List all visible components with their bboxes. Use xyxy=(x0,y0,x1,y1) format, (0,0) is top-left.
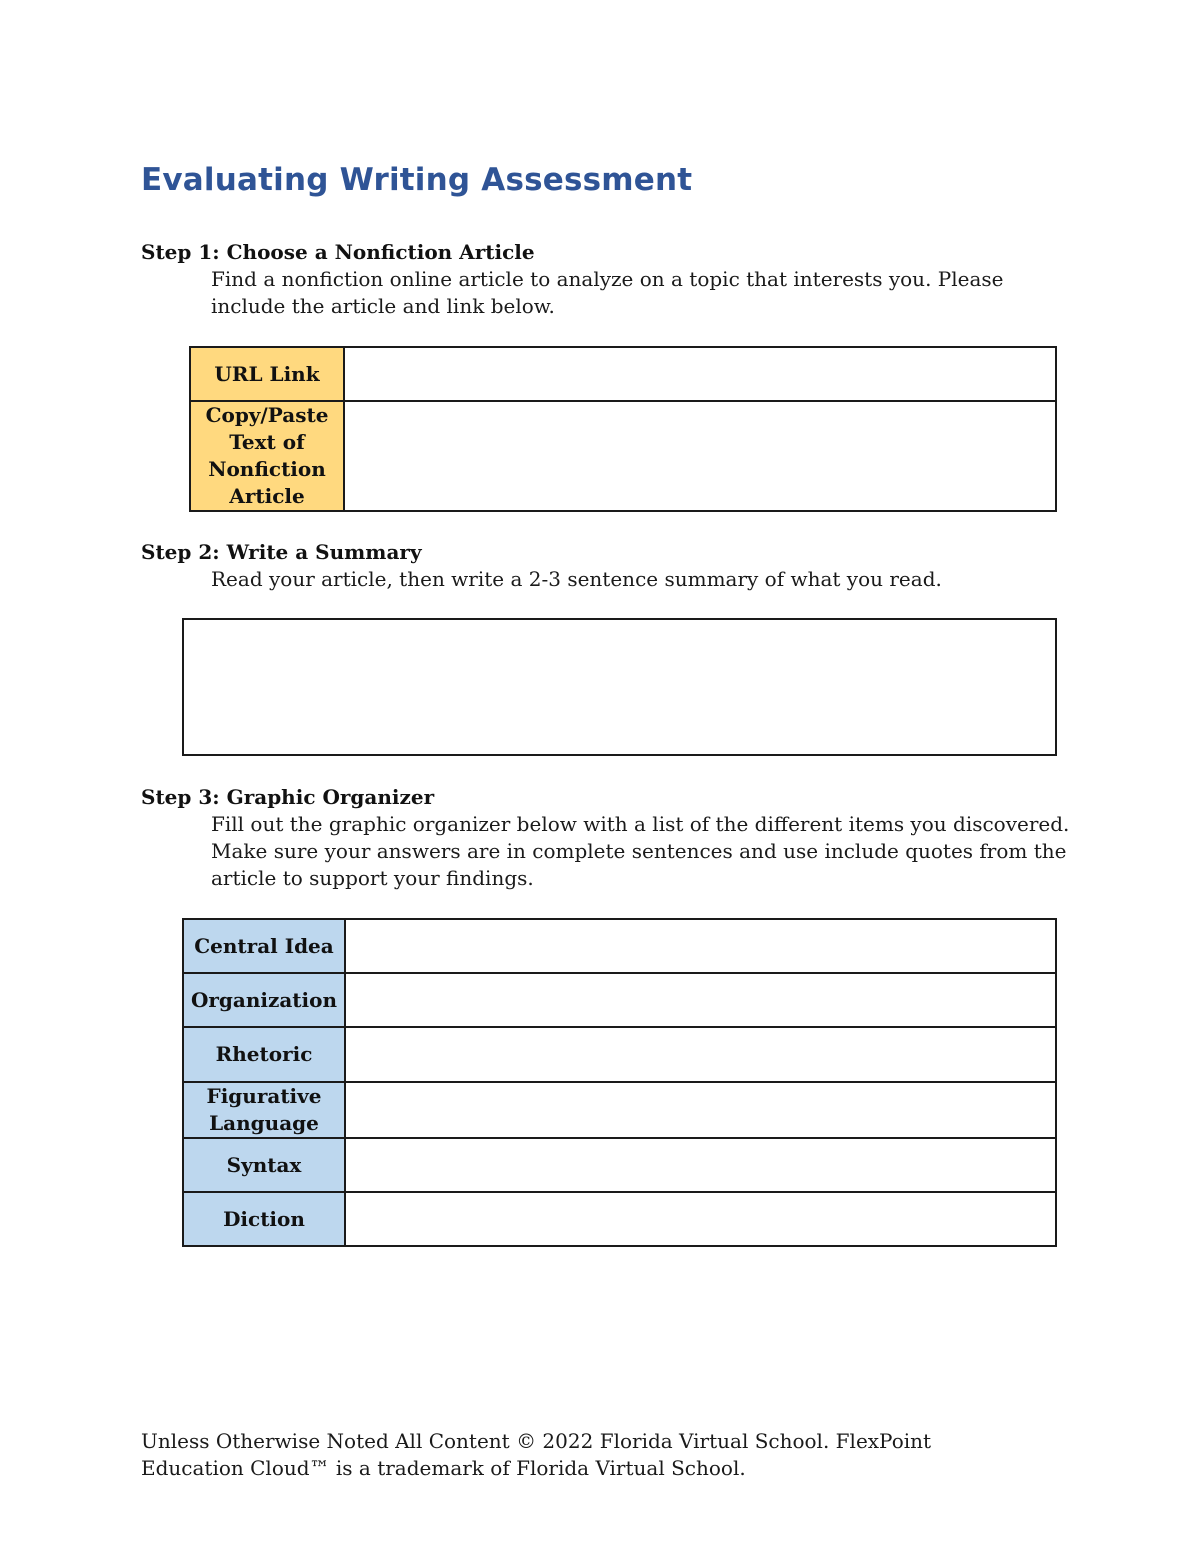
summary-field[interactable] xyxy=(182,618,1057,756)
article-table xyxy=(189,346,1057,512)
step-3-heading: Step 3: Graphic Organizer xyxy=(141,785,435,809)
diction-label: Diction xyxy=(183,1192,345,1246)
figurative-language-field[interactable] xyxy=(345,1082,1056,1138)
step-2-instructions: Read your article, then write a 2-3 sentence summary of what you read. xyxy=(211,567,942,591)
step-1-heading: Step 1: Choose a Nonfiction Article xyxy=(141,240,535,264)
table-row xyxy=(183,919,1056,973)
step-3-instructions: Fill out the graphic organizer below with a list of the different items you discovered. Make sure your answers are in complete sentences and use include quotes from the article to support your findings. xyxy=(211,812,1070,890)
table-row xyxy=(183,973,1056,1027)
diction-field[interactable] xyxy=(345,1192,1056,1246)
syntax-field[interactable] xyxy=(345,1138,1056,1192)
url-link-label: URL Link xyxy=(190,347,344,401)
figurative-language-label: Figurative Language xyxy=(183,1082,345,1138)
page-title: Evaluating Writing Assessment xyxy=(141,162,693,198)
table-row xyxy=(183,1192,1056,1246)
step-1-instructions: Find a nonfiction online article to analyze on a topic that interests you. Please include the article and link below. xyxy=(211,267,1004,318)
table-row xyxy=(183,1082,1056,1138)
table-row xyxy=(183,1027,1056,1082)
organization-field[interactable] xyxy=(345,973,1056,1027)
step-3-section xyxy=(141,784,1071,892)
rhetoric-field[interactable] xyxy=(345,1027,1056,1082)
graphic-organizer-table xyxy=(182,918,1057,1247)
step-1-section xyxy=(141,239,1071,320)
rhetoric-label: Rhetoric xyxy=(183,1027,345,1082)
organization-label: Organization xyxy=(183,973,345,1027)
table-row xyxy=(190,347,1056,401)
central-idea-field[interactable] xyxy=(345,919,1056,973)
url-link-field[interactable] xyxy=(344,347,1056,401)
syntax-label: Syntax xyxy=(183,1138,345,1192)
central-idea-label: Central Idea xyxy=(183,919,345,973)
article-text-label: Copy/Paste Text of Nonfiction Article xyxy=(190,401,344,511)
table-row xyxy=(190,401,1056,511)
table-row xyxy=(183,1138,1056,1192)
copyright-footer: Unless Otherwise Noted All Content © 2022 Florida Virtual School. FlexPoint Education Cloud™ is a trademark of Florida Virtual School. xyxy=(141,1429,932,1480)
article-text-field[interactable] xyxy=(344,401,1056,511)
step-2-section xyxy=(141,539,1071,593)
step-2-heading: Step 2: Write a Summary xyxy=(141,540,422,564)
